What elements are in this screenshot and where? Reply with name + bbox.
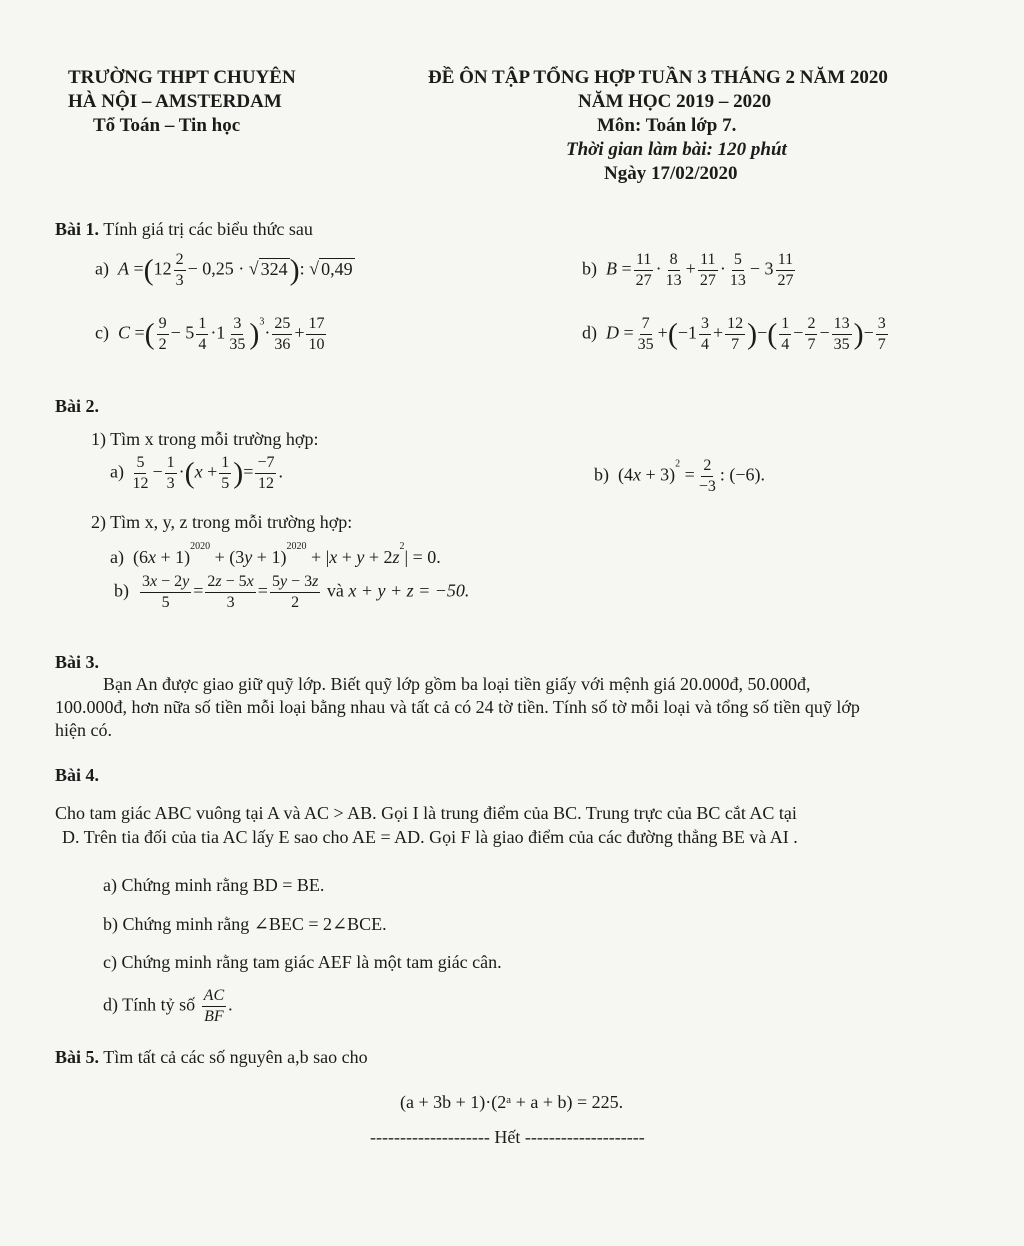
bai2-title: Bài 2.: [55, 396, 100, 416]
duration: Thời gian làm bài: 120 phút: [566, 139, 787, 160]
exam-title: ĐỀ ÔN TẬP TỔNG HỢP TUẦN 3 THÁNG 2 NĂM 2020: [428, 67, 888, 88]
end-marker: -------------------- Hết --------------------: [370, 1127, 645, 1147]
bai1-heading: [55, 219, 313, 240]
bai4-d: d) Tính tỷ số $\frac{AC}{BF}$ .: [103, 987, 233, 1025]
bai1-title: Bài 1.: [55, 219, 100, 239]
bai5-heading: [55, 1047, 368, 1068]
bai2-1a: a) $\frac{5}{12}$ − $\frac{1}{3}$ ·(x + $\frac{1}{5}$ )= $\frac{-7}{12}$ .: [110, 454, 283, 492]
bai4-d-den: BF: [204, 1008, 224, 1025]
bai4-line1: Cho tam giác ABC vuông tại A và AC > AB. Gọi I là trung điểm của BC. Trung trực của BC cắt AC tại: [55, 803, 797, 823]
bai2-2a-label: a): [110, 547, 124, 567]
bai2-1b: b) $(4x + 3)^2$ = $\frac{2}{-3}$ : (−6).: [594, 457, 765, 495]
bai1-d-label: d): [582, 322, 597, 343]
bai1-prompt: Tính giá trị các biểu thức sau: [103, 219, 313, 239]
bai4-line2: D. Trên tia đối của tia AC lấy E sao cho AE = AD. Gọi F là giao điểm của các đường thẳng BE và AI .: [62, 827, 798, 847]
bai1-a: a) A =(12 $\frac{2}{3}$ − 0,25 · √ 324): √ 0,49: [95, 251, 353, 289]
bai2-2b-tail: x + y + z = −50.: [348, 580, 470, 601]
bai2-2a: a) $(6x + 1)^{2020} + (3y + 1)^{2020} + |x + y + 2z^2| = 0$.: [110, 541, 441, 567]
bai2-part1: 1) Tìm x trong mỗi trường hợp:: [91, 429, 319, 449]
bai4-d-prefix: d) Tính tỷ số: [103, 994, 196, 1015]
bai1-d: d) D = $\frac{7}{35}$ +(−1 $\frac{3}{4}$ + $\frac{12}{7}$ )−( $\frac{1}{4}$ − $\frac{2}{7}$ − $\frac{13}{35}$ )− $\frac{3}{7}$: [582, 315, 886, 353]
school-year: NĂM HỌC 2019 – 2020: [578, 91, 772, 112]
bai5-equation: (a + 3b + 1)·(2ᵃ + a + b) = 225.: [400, 1092, 624, 1112]
bai1-c-label: c): [95, 322, 109, 343]
bai1-b: b) B = $\frac{11}{27}$ · $\frac{8}{13}$ + $\frac{11}{27}$ · $\frac{5}{13}$ − 3 $\frac{11}{27}$: [582, 251, 794, 289]
subject: Môn: Toán lớp 7.: [597, 115, 737, 136]
bai4-a: a) Chứng minh rằng BD = BE.: [103, 875, 325, 895]
bai4-title: Bài 4.: [55, 765, 100, 785]
bai1-a-label: a): [95, 258, 109, 279]
bai2-2b: b) $\frac{3x - 2y}{5}$ = $\frac{2z - 5x}{3}$ = $\frac{5y - 3z}{2}$ và x + y + z = −50.: [114, 573, 470, 611]
bai2-part2: 2) Tìm x, y, z trong mỗi trường hợp:: [91, 512, 353, 532]
bai3-title: Bài 3.: [55, 652, 100, 672]
bai3-line1: Bạn An được giao giữ quỹ lớp. Biết quỹ lớp gồm ba loại tiền giấy với mệnh giá 20.000đ, 50.000đ,: [103, 674, 811, 694]
bai1-b-label: b): [582, 258, 597, 279]
bai3-line2: 100.000đ, hơn nữa số tiền mỗi loại bằng nhau và tất cả có 24 tờ tiền. Tính số tờ mỗi loại và tổng số tiền quỹ lớp: [55, 697, 860, 717]
bai5-prompt: Tìm tất cả các số nguyên a,b sao cho: [103, 1047, 368, 1067]
department: Tổ Toán – Tin học: [93, 115, 241, 136]
bai2-1b-label: b): [594, 464, 609, 485]
bai5-title: Bài 5.: [55, 1047, 100, 1067]
bai2-2b-label: b): [114, 580, 129, 601]
bai2-2b-and: và: [326, 580, 344, 601]
bai4-c: c) Chứng minh rằng tam giác AEF là một tam giác cân.: [103, 952, 502, 972]
bai2-1a-label: a): [110, 461, 124, 482]
school-name-line2: HÀ NỘI – AMSTERDAM: [68, 91, 282, 112]
bai1-c: c) C =( $\frac{9}{2}$ − 5 $\frac{1}{4}$ ·1 $\frac{3}{35}$ )$^3$· $\frac{25}{36}$ + $\frac{17}{10}$: [95, 315, 325, 353]
exam-date: Ngày 17/02/2020: [604, 163, 738, 184]
bai4-d-num: AC: [202, 988, 226, 1007]
school-name-line1: TRƯỜNG THPT CHUYÊN: [68, 67, 296, 88]
bai4-b: b) Chứng minh rằng ∠BEC = 2∠BCE.: [103, 914, 387, 934]
bai3-line3: hiện có.: [55, 720, 112, 740]
